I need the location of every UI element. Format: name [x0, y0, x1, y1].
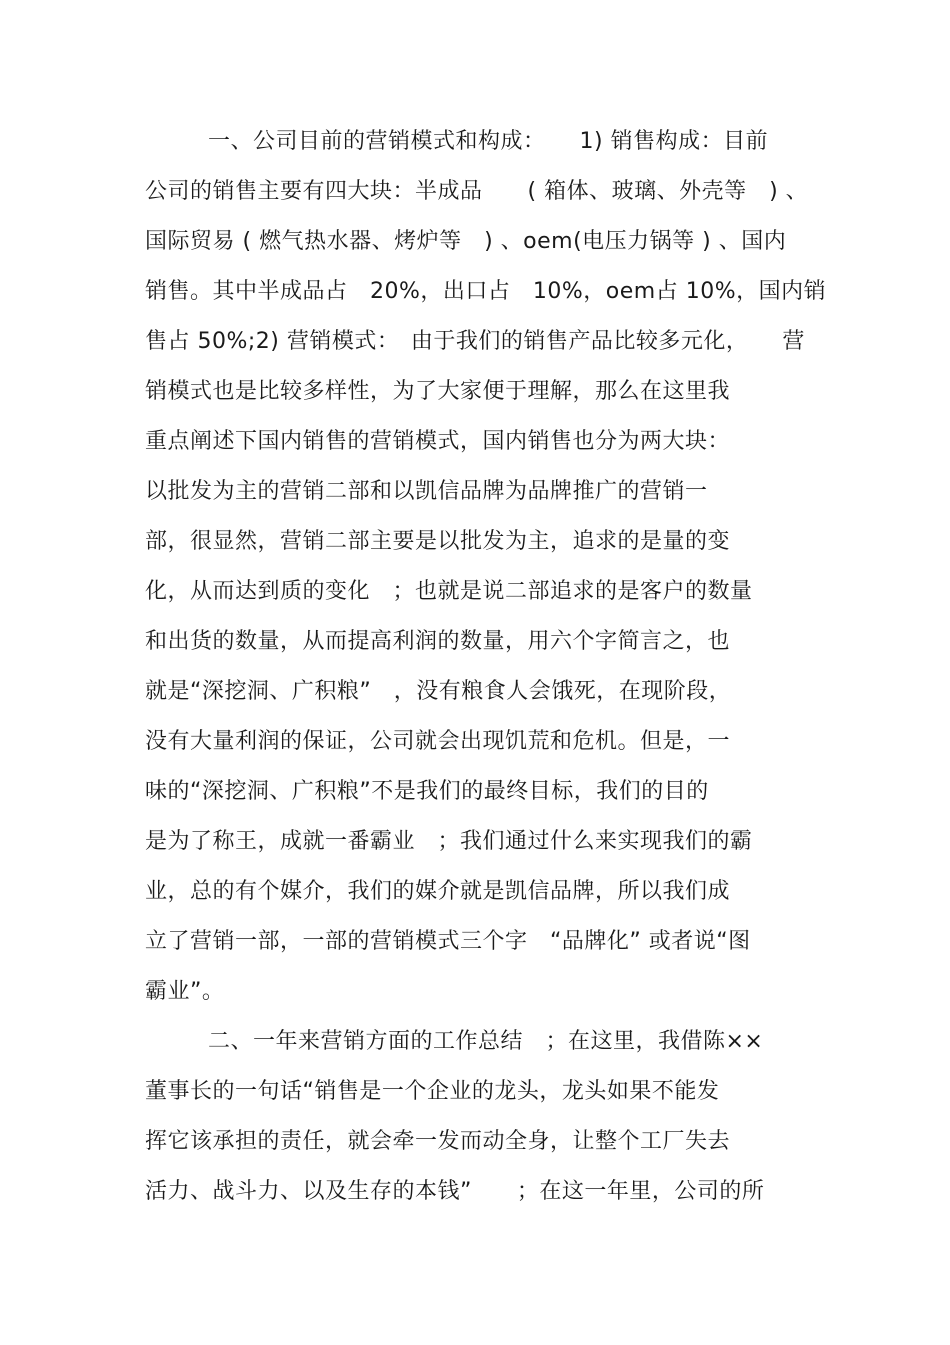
text-line: 一、公司目前的营销模式和构成： 1) 销售构成：目前: [208, 129, 769, 154]
text-line: 公司的销售主要有四大块：半成品 ( 箱体、玻璃、外壳等 ) 、: [145, 179, 809, 204]
text-line: 国际贸易 ( 燃气热水器、烤炉等 ) 、oem(电压力锅等 ) 、国内: [145, 229, 787, 254]
text-line: 重点阐述下国内销售的营销模式，国内销售也分为两大块：: [145, 429, 731, 454]
text-line: 董事长的一句话“销售是一个企业的龙头，龙头如果不能发: [145, 1079, 720, 1104]
text-line: 味的“深挖洞、广积粮”不是我们的最终目标，我们的目的: [145, 779, 709, 804]
text-line: 售占 50%;2) 营销模式： 由于我们的销售产品比较多元化， 营: [145, 329, 805, 354]
text-line: 和出货的数量，从而提高利润的数量，用六个字简言之，也: [145, 629, 731, 654]
text-line: 没有大量利润的保证，公司就会出现饥荒和危机。但是，一: [145, 729, 731, 754]
text-line: 活力、战斗力、以及生存的本钱” ；在这一年里，公司的所: [145, 1179, 765, 1204]
text-line: 销售。其中半成品占 20%，出口占 10%，oem占 10%，国内销: [145, 279, 827, 304]
text-line: 二、一年来营销方面的工作总结 ；在这里，我借陈××: [208, 1029, 764, 1054]
text-line: 业，总的有个媒介，我们的媒介就是凯信品牌，所以我们成: [145, 879, 731, 904]
text-line: 霸业”。: [145, 979, 225, 1004]
text-line: 就是“深挖洞、广积粮” ，没有粮食人会饿死，在现阶段，: [145, 679, 732, 704]
text-line: 化，从而达到质的变化 ；也就是说二部追求的是客户的数量: [145, 579, 753, 604]
text-line: 立了营销一部，一部的营销模式三个字 “品牌化” 或者说“图: [145, 929, 751, 954]
text-line: 以批发为主的营销二部和以凯信品牌为品牌推广的营销一: [145, 479, 708, 504]
text-line: 部，很显然，营销二部主要是以批发为主，追求的是量的变: [145, 529, 731, 554]
text-line: 销模式也是比较多样性，为了大家便于理解，那么在这里我: [145, 379, 731, 404]
text-line: 挥它该承担的责任，就会牵一发而动全身，让整个工厂失去: [145, 1129, 731, 1154]
text-line: 是为了称王，成就一番霸业 ；我们通过什么来实现我们的霸: [145, 829, 753, 854]
